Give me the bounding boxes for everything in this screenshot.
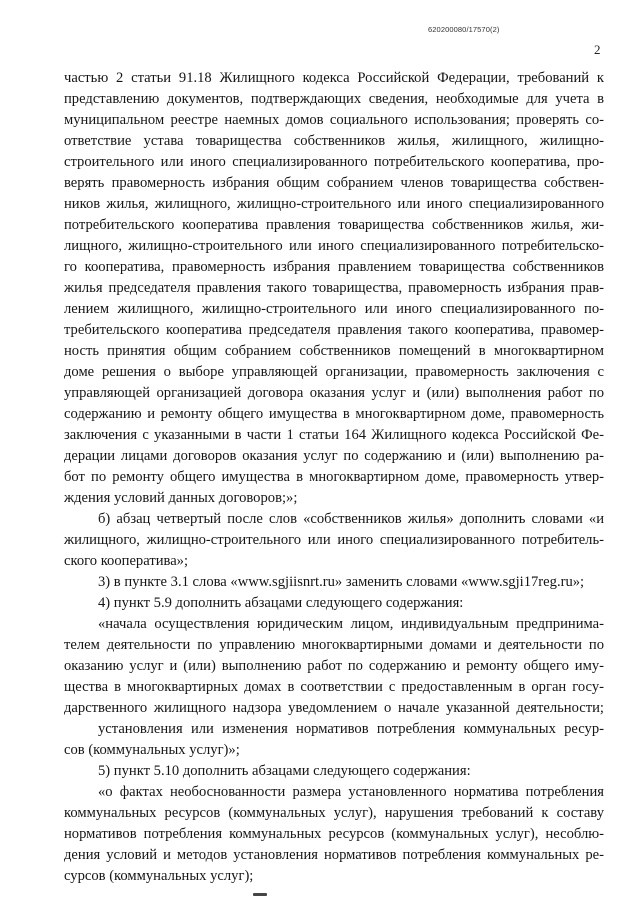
text-line: муниципальном реестре наемных домов социального использования; проверять со- <box>64 112 604 128</box>
text-line: лищного, жилищно-строительного или иного специализированного потребительско- <box>64 238 604 254</box>
text-line: заключения с указанными в части 1 статьи 164 Жилищного кодекса Российской Фе- <box>64 427 604 443</box>
text-line: щества в многоквартирных домах в соответствии с предоставленным в орган госу- <box>64 679 604 695</box>
text-line: дарственного жилищного надзора уведомлением о начале указанной деятельности; <box>64 700 604 716</box>
text-line: бот по ремонту общего имущества в многоквартирном доме, правомерность утвер- <box>64 469 604 485</box>
text-line: ность принятия общим собранием собственников помещений в многоквартирном <box>64 343 604 359</box>
text-line: потребительского кооператива правления товарищества собственников жилья, жи- <box>64 217 604 233</box>
text-line: сов (коммунальных услуг)»; <box>64 742 240 758</box>
text-line: дерации лицами договоров оказания услуг по содержанию и (или) выполнению ра- <box>64 448 604 464</box>
text-line: го кооператива, правомерность избрания правлением товарищества собственников <box>64 259 604 275</box>
text-line: лением жилищного, жилищно-строительного или иного специализированного по- <box>64 301 604 317</box>
text-line: нормативов потребления коммунальных ресурсов (коммунальных услуг), несоблю- <box>64 826 604 842</box>
scan-mark <box>253 893 267 896</box>
text-line: 5) пункт 5.10 дополнить абзацами следующего содержания: <box>98 763 471 779</box>
text-line: ников жилья, жилищного, жилищно-строительного или иного специализированного <box>64 196 604 212</box>
text-line: б) абзац четвертый после слов «собственников жилья» дополнить словами «и <box>98 511 604 527</box>
text-line: ответствие устава товарищества собственников жилья, жилищного, жилищно- <box>64 133 604 149</box>
text-line: сурсов (коммунальных услуг); <box>64 868 254 884</box>
text-line: «о фактах необоснованности размера установленного норматива потребления <box>98 784 604 800</box>
page-number: 2 <box>594 42 601 57</box>
text-line: телем деятельности по управлению многоквартирными домами и деятельности по <box>64 637 604 653</box>
text-line: жилищного, жилищно-строительного или иного специализированного потребитель- <box>64 532 604 548</box>
text-line: требительского кооператива председателя правления такого кооператива, правомер- <box>64 322 604 338</box>
text-line: представлению документов, подтверждающих сведения, необходимые для учета в <box>64 91 604 107</box>
text-line: строительного или иного специализированного потребительского кооператива, про- <box>64 154 604 170</box>
document-id: 620200080/17570(2) <box>428 25 500 34</box>
text-line: жилья председателя правления такого товарищества, правомерность избрания прав- <box>64 280 604 296</box>
text-line: ждения условий данных договоров;»; <box>64 490 298 506</box>
text-line: доме решения о выборе управляющей организации, правомерность заключения с <box>64 364 604 380</box>
text-line: установления или изменения нормативов потребления коммунальных ресур- <box>98 721 604 737</box>
text-line: верять правомерность избрания общим собранием членов товарищества собствен- <box>64 175 604 191</box>
text-line: «начала осуществления юридическим лицом, индивидуальным предпринима- <box>98 616 604 632</box>
text-line: содержанию и ремонту общего имущества в многоквартирном доме, правомерность <box>64 406 604 422</box>
text-line: частью 2 статьи 91.18 Жилищного кодекса Российской Федерации, требований к <box>64 70 604 86</box>
text-line: управляющей организацией договора оказания услуг и (или) выполнения работ по <box>64 385 604 401</box>
text-line: коммунальных ресурсов (коммунальных услуг), нарушения требований к составу <box>64 805 604 821</box>
text-line: дения условий и методов установления нормативов потребления коммунальных ре- <box>64 847 604 863</box>
text-line: 4) пункт 5.9 дополнить абзацами следующего содержания: <box>98 595 464 611</box>
text-line: ского кооператива»; <box>64 553 189 569</box>
text-line: оказанию услуг и (или) выполнению работ по содержанию и ремонту общего иму- <box>64 658 604 674</box>
text-line: 3) в пункте 3.1 слова «www.sgjiisnrt.ru» заменить словами «www.sgji17reg.ru»; <box>98 574 585 590</box>
